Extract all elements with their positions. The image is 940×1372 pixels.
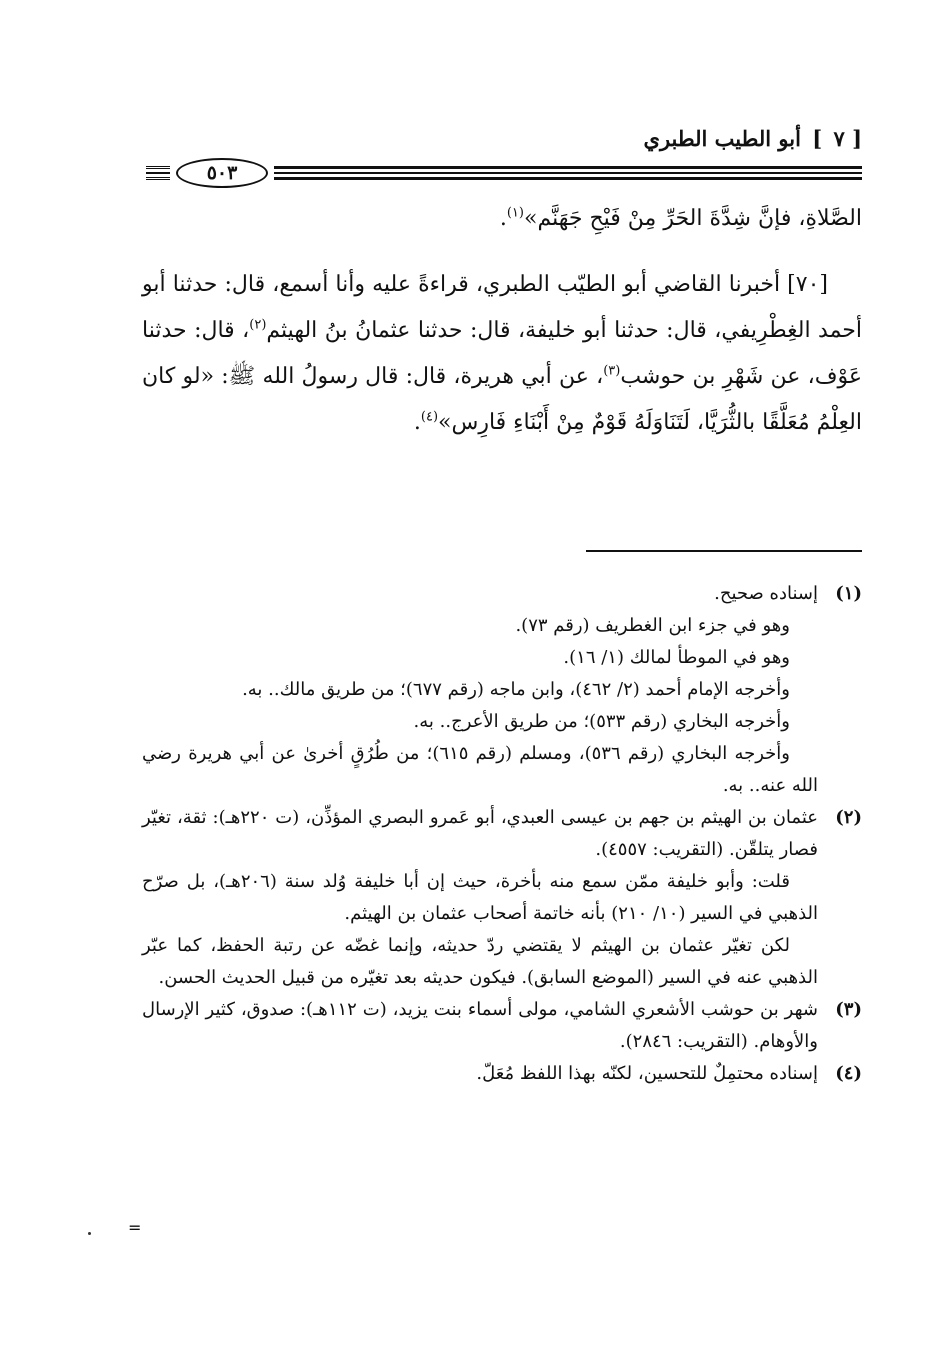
chapter-number: ٧ — [833, 126, 845, 151]
footnote-line: وأخرجه البخاري (رقم ٥٣٦)، ومسلم (رقم ٦١٥)؛ من طُرُقٍ أخرىٰ عن أبي هريرة رضي الله عنه.. به. — [142, 743, 818, 796]
continuation-mark: = — [128, 1218, 142, 1237]
rule-right-segment — [274, 166, 862, 180]
footnotes — [142, 578, 862, 1090]
hadith-text-a: [٧٠] أخبرنا القاضي أبو الطيّب الطبري، قراءةً عليه وأنا أسمع، قال: حدثنا أبو أحمد الغِطْرِيفي، قال: حدثنا أبو خليفة، قال: حدثنا عثمانُ بنُ الهيثم — [142, 272, 862, 343]
footnote-number: (٤) — [835, 1063, 862, 1084]
hadith-end: . — [413, 410, 421, 435]
footnote-ref-4: (٤) — [420, 409, 439, 425]
footnote-ref-1: (١) — [506, 205, 524, 221]
footnote-line: إسناده محتمِلٌ للتحسين، لكنّه بهذا اللفظ مُعَلّ. — [476, 1063, 818, 1084]
footnote-number: (١) — [835, 583, 862, 604]
paragraph-continuation — [142, 196, 862, 242]
footnote-4 — [142, 1058, 862, 1090]
footnote-1 — [142, 578, 862, 802]
footnote-ref-2: (٢) — [249, 317, 267, 333]
header-rule — [146, 158, 862, 188]
header-bracket-close: ] — [812, 126, 823, 151]
footnote-line: إسناده صحيح. — [714, 583, 818, 604]
footnote-line: عثمان بن الهيثم بن جهم بن عيسى العبدي، أبو عَمرو البصري المؤذِّن، (ت ٢٢٠هـ): ثقة، تغيّر فصار يتلقّن. (التقريب: ٤٥٥٧). — [142, 807, 818, 860]
rule-left-segment — [146, 166, 170, 180]
footnote-number: (٢) — [835, 807, 862, 828]
scan-speck — [88, 1232, 91, 1235]
chapter-title: أبو الطيب الطبري — [643, 126, 801, 151]
hadith-text-c: ، عن أبي هريرة، قال: قال رسولُ الله ﷺ: «لو كان العِلْمُ مُعَلَّقًا بالثُّرَيَّا، لَتَنَاوَلَهُ قَوْمٌ مِنْ أَبْنَاءِ فَارِس» — [142, 364, 862, 435]
hadith-text-b: ، قال: حدثنا عَوْف، عن شَهْرِ بن حوشب — [142, 318, 862, 389]
footnote-line: وهو في الموطأ لمالك (١/ ١٦). — [563, 647, 790, 668]
paragraph-end: . — [499, 206, 507, 231]
page-number: ٥٠٣ — [176, 158, 268, 188]
footnote-ref-3: (٣) — [603, 363, 621, 379]
hadith-70-paragraph — [142, 262, 862, 446]
footnote-line: قلت: وأبو خليفة ممّن سمع منه بأخرة، حيث إن أبا خليفة وُلد سنة (٢٠٦هـ)، بل صرّح الذهبي في السير (١٠/ ٢١٠) بأنه خاتمة أصحاب عثمان بن الهيثم. — [142, 871, 818, 924]
footnote-2 — [142, 802, 862, 994]
footnote-line: لكن تغيّر عثمان بن الهيثم لا يقتضي ردّ حديثه، وإنما غضّه عن رتبة الحفظ، كما عبّر الذهبي عنه في السير (الموضع السابق). فيكون حديثه بعد تغيّره من قبيل الحديث الحسن. — [142, 935, 818, 988]
footnote-line: وأخرجه البخاري (رقم ٥٣٣)؛ من طريق الأعرج.. به. — [413, 711, 790, 732]
running-header — [644, 126, 862, 151]
footnote-3 — [142, 994, 862, 1058]
footnote-line: وأخرجه الإمام أحمد (٢/ ٤٦٢)، وابن ماجه (رقم ٦٧٧)؛ من طريق مالك.. به. — [242, 679, 790, 700]
footnote-separator — [586, 550, 862, 552]
footnote-line: شهر بن حوشب الأشعري الشامي، مولى أسماء بنت يزيد، (ت ١١٢هـ): صدوق، كثير الإرسال والأوهام. (التقريب: ٢٨٤٦). — [142, 999, 818, 1052]
footnote-line: وهو في جزء ابن الغطريف (رقم ٧٣). — [515, 615, 790, 636]
footnote-number: (٣) — [835, 999, 862, 1020]
header-bracket-open: [ — [852, 126, 862, 151]
paragraph-text: الصَّلاةِ، فإنَّ شِدَّةَ الحَرِّ مِنْ فَيْحِ جَهَنَّم» — [523, 206, 862, 231]
